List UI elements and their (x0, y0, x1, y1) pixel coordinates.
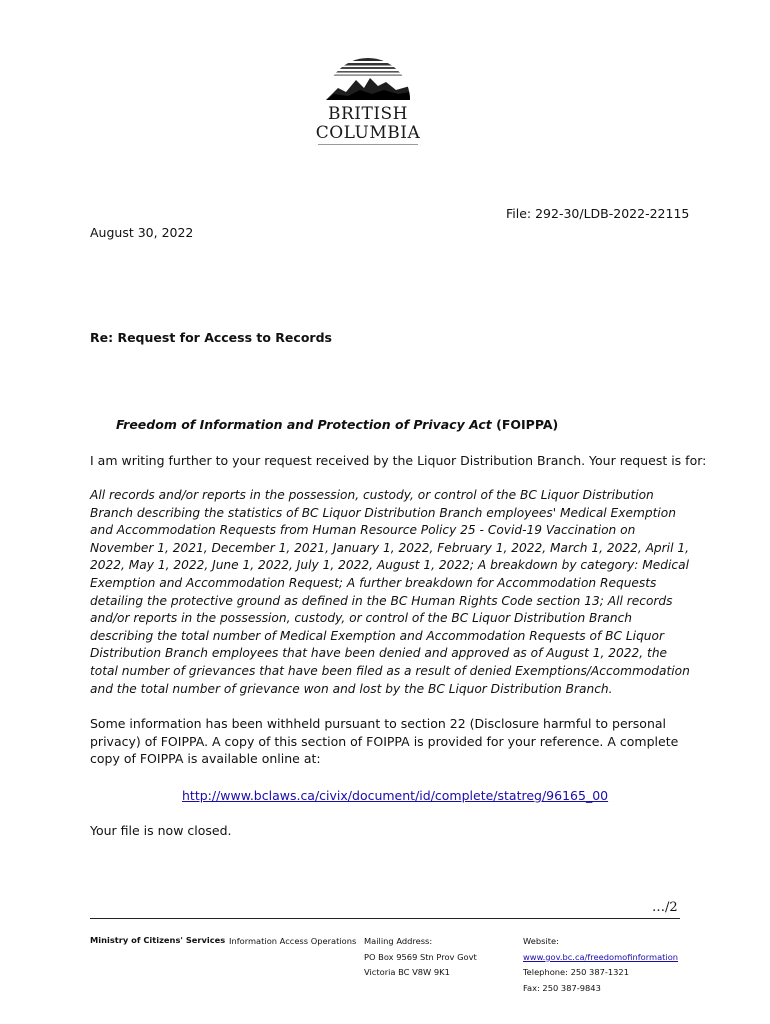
footer-mailing-label: Mailing Address: (364, 936, 433, 946)
act-abbreviation: (FOIPPA) (491, 417, 559, 432)
foippa-link[interactable]: http://www.bclaws.ca/civix/document/id/complete/statreg/96165_00 (182, 788, 609, 803)
footer-website-link[interactable]: www.gov.bc.ca/freedomofinformation (523, 952, 679, 962)
subject-line: Re: Request for Access to Records (90, 330, 332, 345)
logo-divider (318, 144, 418, 145)
act-heading (116, 416, 558, 434)
footer-office: Information Access Operations (229, 936, 357, 946)
file-reference: File: 292-30/LDB-2022-22115 (506, 206, 690, 221)
footer-mailing-line1: PO Box 9569 Stn Prov Govt (364, 952, 477, 962)
sun-mountain-icon (312, 44, 424, 104)
logo-text-british: BRITISH (327, 104, 409, 124)
bc-government-logo (312, 44, 424, 148)
footer-telephone: Telephone: 250 387-1321 (523, 967, 629, 977)
page-continuation-marker: …/2 (652, 900, 678, 915)
letter-date: August 30, 2022 (90, 225, 194, 240)
withheld-paragraph: Some information has been withheld pursuant to section 22 (Disclosure harmful to personal privacy) of FOIPPA. A copy of this section of FOIPPA is provided for your reference. A complete copy of FOIPPA is available online at: (90, 716, 679, 767)
footer-website-label: Website: (523, 936, 559, 946)
act-title: Freedom of Information and Protection of Privacy Act (116, 417, 492, 432)
footer-divider (90, 918, 680, 919)
request-text: All records and/or reports in the possession, custody, or control of the BC Liquor Distribution Branch describing the statistics of BC Liquor Distribution Branch employees' Medical Exemption and Accommodation Requests from Human Resource Policy 25 - Covid-19 Vaccination on November 1, 2021, December 1, 2021, January 1, 2022, February 1, 2022, March 1, 2022, April 1, 2022, May 1, 2022, June 1, 2022, July 1, 2022, August 1, 2022; A breakdown by category: Medical Exemption and Accommodation Request; A further breakdown for Accommodation Requests detailing the protective ground as defined in the BC Human Rights Code section 13; All records and/or reports in the possession, custody, or control of the BC Liquor Distribution Branch describing the total number of Medical Exemption and Accommodation Requests of BC Liquor Distribution Branch employees that have been denied and approved as of August 1, 2022, the total number of grievances that have been filed as a result of denied Exemptions/Accommodation and the total number of grievance won and lost by the BC Liquor Distribution Branch. (90, 488, 690, 696)
footer-fax: Fax: 250 387-9843 (523, 983, 601, 993)
logo-text-columbia: COLUMBIA (315, 123, 421, 143)
footer-mailing-line2: Victoria BC V8W 9K1 (364, 967, 450, 977)
closing-line: Your file is now closed. (90, 823, 232, 838)
footer-ministry: Ministry of Citizens' Services (90, 935, 226, 945)
intro-paragraph: I am writing further to your request received by the Liquor Distribution Branch. Your request is for: (90, 453, 707, 468)
